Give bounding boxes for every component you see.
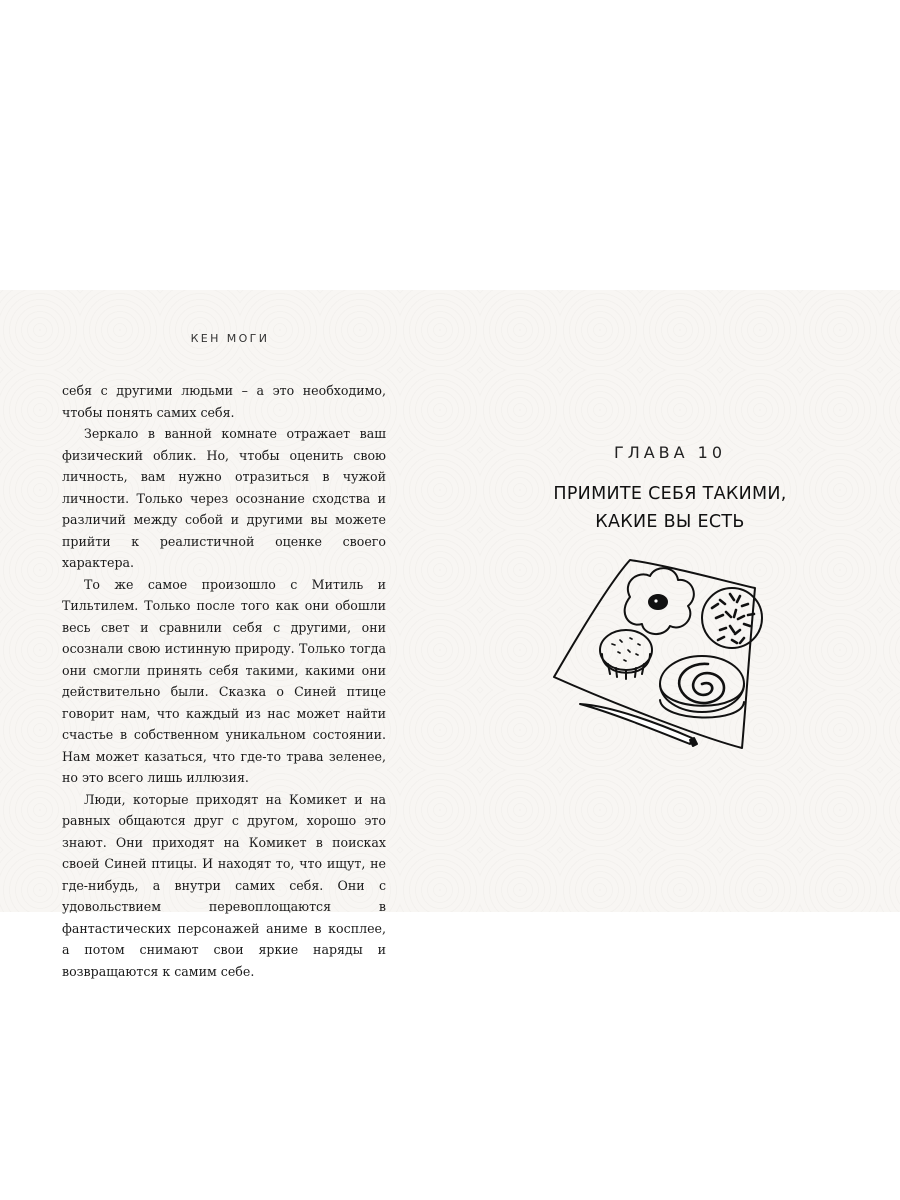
paragraph: себя с другими людьми – а это необходимо, чтобы понять самих себя. bbox=[62, 383, 386, 420]
left-page bbox=[0, 290, 450, 979]
chapter-label: ГЛАВА 10 bbox=[613, 443, 727, 462]
wagashi-plate-illustration bbox=[550, 552, 765, 752]
chapter-title-line: КАКИЕ ВЫ ЕСТЬ bbox=[595, 512, 745, 532]
running-head: КЕН МОГИ bbox=[190, 332, 270, 345]
right-page bbox=[450, 290, 900, 912]
chapter-title-line: ПРИМИТЕ СЕБЯ ТАКИМИ, bbox=[553, 484, 787, 504]
body-text bbox=[62, 380, 386, 982]
chapter-title bbox=[460, 480, 880, 536]
swirl-roll-cake bbox=[660, 656, 744, 718]
paragraph: Зеркало в ванной комнате отражает ваш физический облик. Но, чтобы оценить свою личность, вам нужно отразиться в чужой личности. Только через осознание сходства и различий между собой и другими вы можете прийти к реалистичной оценке своего характера. bbox=[62, 426, 386, 570]
paragraph: Люди, которые приходят на Комикет и на равных общаются друг с другом, хорошо это знают. Они приходят на Комикет в поисках своей Синей птицы. И находят то, что ищут, не где-нибудь, а внутри самих себя. Они с удовольствием перевоплощаются в фантастических персонажей аниме в косплее, а потом снимают свои яркие наряды и возвращаются к самим себе. bbox=[62, 791, 386, 979]
cup-cake bbox=[600, 630, 652, 679]
book-spread bbox=[0, 290, 900, 979]
paragraph: То же самое произошло с Митиль и Тильтилем. Только после того как они обошли весь свет и сравнили себя с другими, они осознали свою истинную природу. Только тогда они смогли принять себя такими, какими они действительно были. Сказка о Синей птице говорит нам, что каждый из нас может найти счастье в собственном уникальном состоянии. Нам может казаться, что где-то трава зеленее, но это всего лишь иллюзия. bbox=[62, 576, 386, 785]
knife bbox=[580, 704, 697, 746]
